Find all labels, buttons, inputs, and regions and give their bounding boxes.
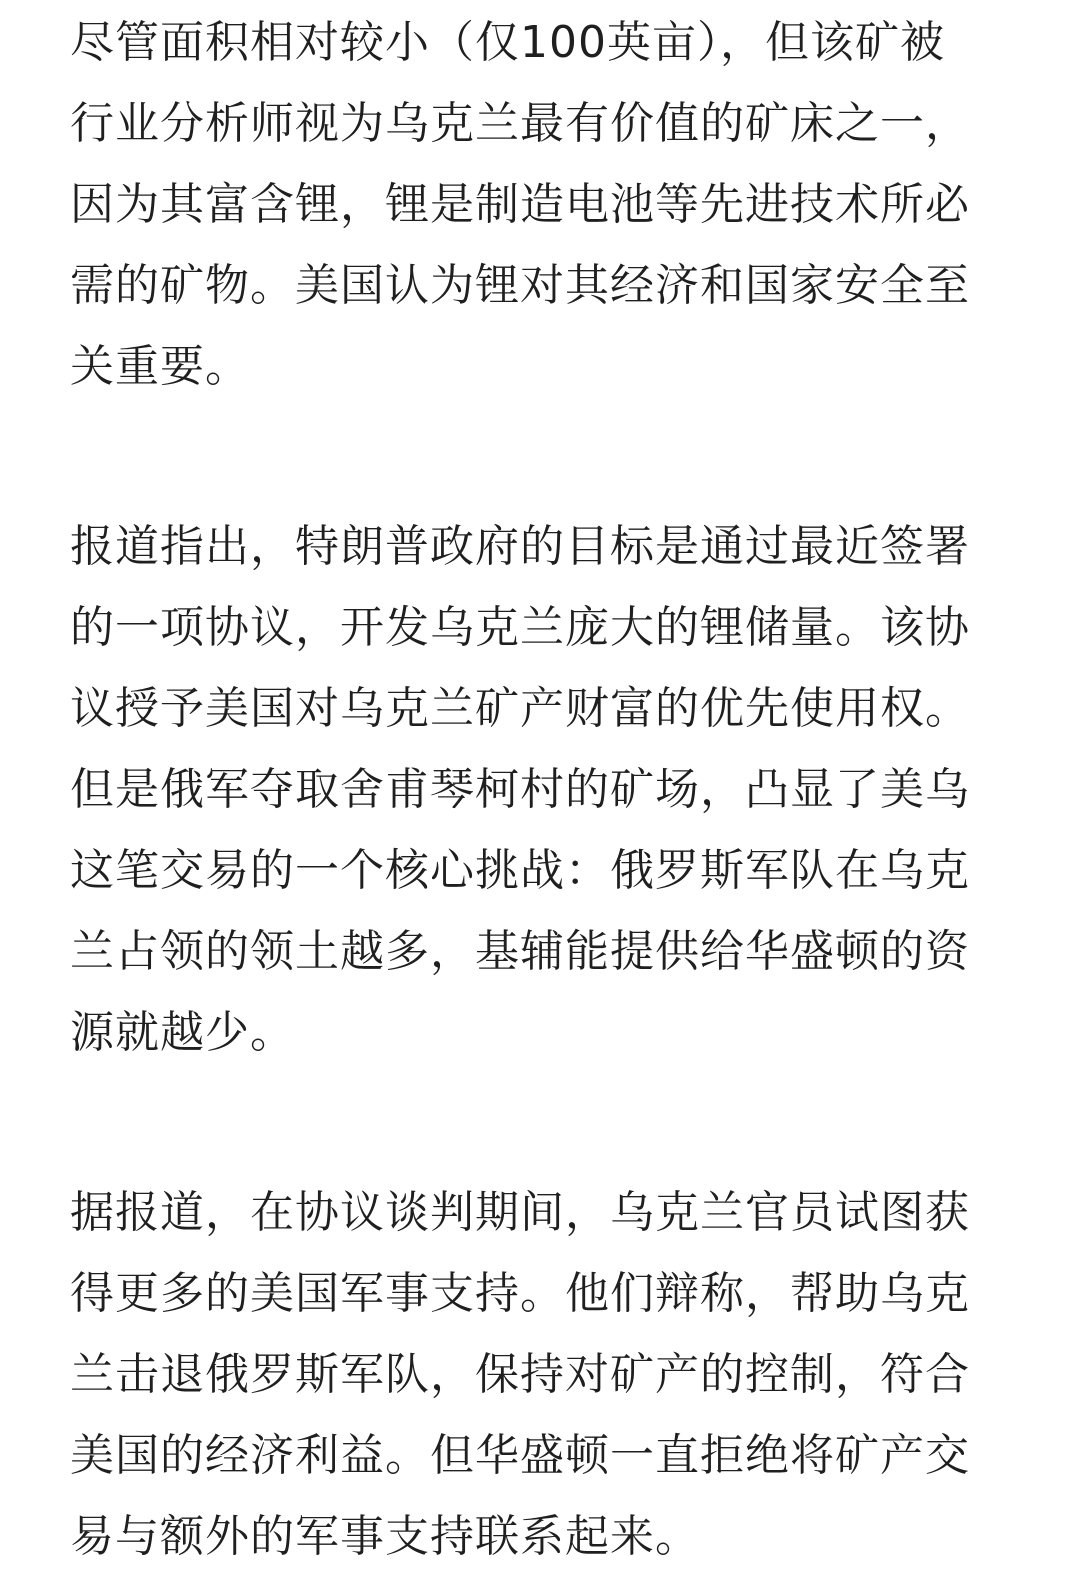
article-body (70, 2, 1015, 1577)
text-line: 得更多的美国军事支持。他们辩称，帮助乌克 (70, 1268, 970, 1319)
paragraph-spacer (70, 1073, 1015, 1172)
text-line: 报道指出，特朗普政府的目标是通过最近签署 (70, 521, 970, 572)
text-line: 尽管面积相对较小（仅100英亩），但该矿被 (70, 17, 945, 68)
text-line: 因为其富含锂，锂是制造电池等先进技术所必 (70, 179, 970, 230)
text-line: 需的矿物。美国认为锂对其经济和国家安全至 (70, 260, 970, 311)
text-line: 易与额外的军事支持联系起来。 (70, 1511, 700, 1562)
text-line: 美国的经济利益。但华盛顿一直拒绝将矿产交 (70, 1430, 970, 1481)
text-line: 源就越少。 (70, 1007, 295, 1058)
text-line: 议授予美国对乌克兰矿产财富的优先使用权。 (70, 683, 970, 734)
text-line: 的一项协议，开发乌克兰庞大的锂储量。该协 (70, 602, 970, 653)
text-line: 行业分析师视为乌克兰最有价值的矿床之一， (70, 98, 970, 149)
paragraph-military-support (70, 1172, 1015, 1577)
text-line: 关重要。 (70, 341, 250, 392)
text-line: 据报道，在协议谈判期间，乌克兰官员试图获 (70, 1187, 970, 1238)
text-line: 兰占领的领土越多，基辅能提供给华盛顿的资 (70, 926, 970, 977)
paragraph-spacer (70, 407, 1015, 506)
paragraph-trump-agreement (70, 506, 1015, 1073)
text-line: 这笔交易的一个核心挑战：俄罗斯军队在乌克 (70, 845, 970, 896)
paragraph-lithium-value (70, 2, 1015, 407)
text-line: 兰击退俄罗斯军队，保持对矿产的控制，符合 (70, 1349, 970, 1400)
text-line: 但是俄军夺取舍甫琴柯村的矿场，凸显了美乌 (70, 764, 970, 815)
